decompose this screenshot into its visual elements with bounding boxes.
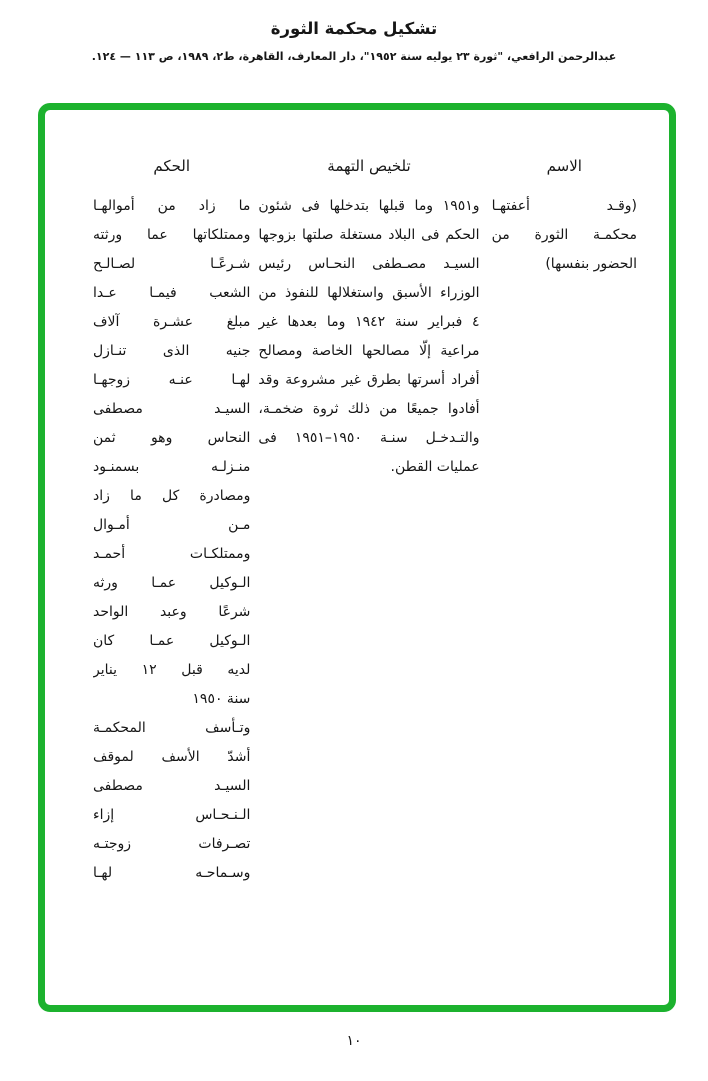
text-line: وتـأسف المحكمـة bbox=[93, 720, 251, 736]
text-line: أشدّ الأسف لموقف bbox=[93, 749, 251, 765]
text-line: شـرعًـا لصـالـح bbox=[93, 256, 251, 272]
green-border-frame bbox=[38, 103, 676, 1012]
text-line: لديه قبل ١٢ يناير bbox=[93, 662, 251, 678]
text-line: السيـد مصـطفى النحـاس رئيس bbox=[258, 256, 480, 272]
text-line: وممتلكـات أحمـد bbox=[93, 546, 251, 562]
text-line: مبلغ عشـرة آلاف bbox=[93, 314, 251, 330]
citation-line: عبدالرحمن الرافعي، "ثورة ٢٣ يوليه سنة ١٩٥٢"، دار المعارف، القاهرة، ط٢، ١٩٨٩، ص ١١٣ — ١٢٤. bbox=[91, 50, 617, 63]
text-line: مراعية إلّا مصالحها الخاصة ومصالح bbox=[258, 343, 480, 359]
text-line: الـوكيل عمـا ورثه bbox=[93, 575, 251, 591]
text-line: و١٩٥١ وما قبلها بتدخلها فى شئون bbox=[258, 198, 480, 214]
text-line: السيـد مصطفى bbox=[93, 401, 251, 417]
text-line: سنة ١٩٥٠ bbox=[192, 691, 251, 707]
text-line: ما زاد من أموالهـا bbox=[93, 198, 251, 214]
text-line: وممتلكاتها عما ورثته bbox=[93, 227, 251, 243]
text-line: ومصادرة كل ما زاد bbox=[93, 488, 251, 504]
text-line: النحاس وهو ثمن bbox=[93, 430, 251, 446]
text-line: لهـا عنـه زوجهـا bbox=[93, 372, 251, 388]
text-line: الحكم فى البلاد مستغلة صلتها بزوجها bbox=[258, 227, 480, 243]
verdict-column bbox=[93, 192, 250, 888]
name-column bbox=[492, 192, 637, 888]
text-line: الـنـحـاس إزاء bbox=[93, 807, 251, 823]
charge-summary-column bbox=[258, 192, 479, 888]
page-number: ١٠ bbox=[346, 1033, 362, 1049]
column-header-verdict: الحكم bbox=[153, 157, 191, 175]
text-line: شرعًا وعبد الواحد bbox=[93, 604, 251, 620]
charges-table bbox=[45, 110, 669, 888]
text-line: ٤ فبراير سنة ١٩٤٢ وما بعدها غير bbox=[258, 314, 480, 330]
text-line: (وقـد أعفتهـا bbox=[491, 198, 637, 214]
text-line: وسـماحـه لهـا bbox=[93, 865, 251, 881]
text-line: والتـدخـل سنـة ١٩٥٠–١٩٥١ فى bbox=[258, 430, 480, 446]
text-line: جنيه الذى تنـازل bbox=[93, 343, 251, 359]
column-header-name: الاسم bbox=[546, 157, 582, 175]
column-header-charge-summary: تلخيص التهمة bbox=[327, 157, 411, 175]
text-line: عمليات القطن. bbox=[390, 459, 480, 475]
text-line: الوزراء الأسبق واستغلالها للنفوذ من bbox=[258, 285, 480, 301]
text-line: أفراد أسرتها بطرق غير مشروعة وقد bbox=[258, 372, 480, 388]
text-line: الشعب فيمـا عـدا bbox=[93, 285, 251, 301]
text-line: منـزلـه بسمنـود bbox=[93, 459, 251, 475]
text-line: الـوكيل عمـا كان bbox=[93, 633, 251, 649]
page-title: تشكيل محكمة الثورة bbox=[270, 19, 438, 38]
table-header-row bbox=[93, 155, 637, 177]
document-header bbox=[0, 16, 708, 65]
text-line: الحضور بنفسها) bbox=[545, 256, 637, 272]
text-line: السيـد مصطفى bbox=[93, 778, 251, 794]
text-line: محكمـة الثورة من bbox=[491, 227, 637, 243]
text-line: أفادوا جميعًا من ذلك ثروة ضخمـة، bbox=[258, 401, 480, 417]
text-line: مـن أمـوال bbox=[93, 517, 251, 533]
text-line: تصـرفات زوجتـه bbox=[93, 836, 251, 852]
table-body-row bbox=[93, 192, 637, 888]
